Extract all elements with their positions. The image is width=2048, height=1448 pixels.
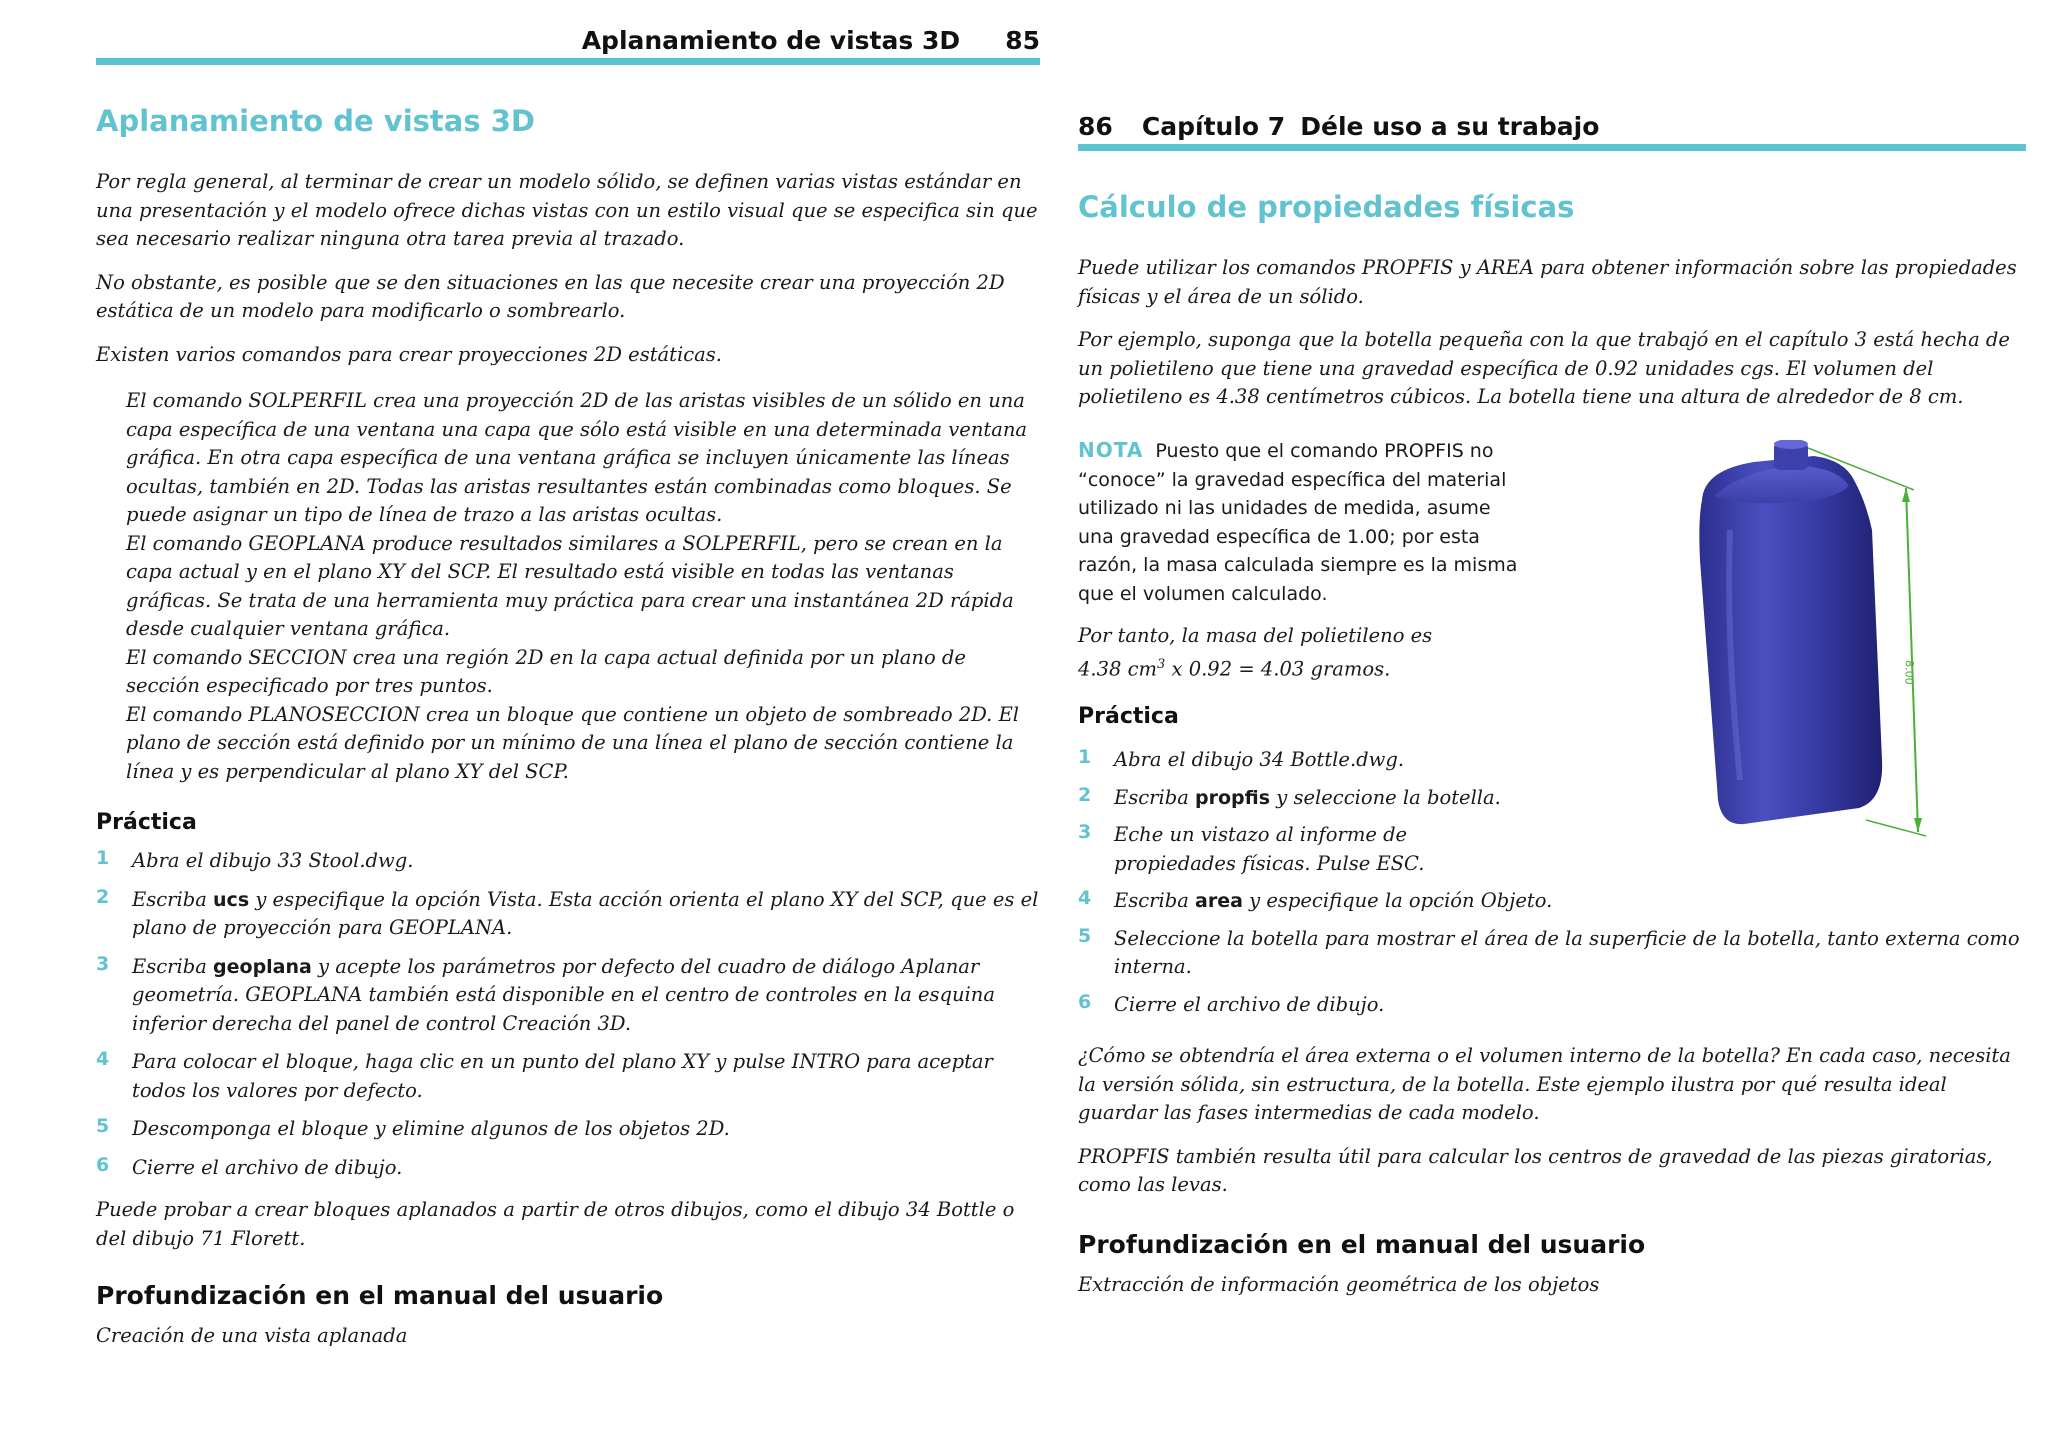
dimension-arrow-bottom [1914, 818, 1922, 832]
note-label: NOTA [1078, 438, 1144, 462]
step-text [132, 1115, 1040, 1144]
right-header-rule [1078, 144, 2026, 151]
list-item [96, 1154, 1040, 1183]
step-number: 1 [1078, 746, 1092, 768]
step-text-post: y acepte los parámetros por defecto del cuadro de diálogo Aplanar geometría. GEOPLANA también está disponible en el centro de controles en la esquina inferior derecha del panel de control Creación 3D. [132, 954, 995, 1035]
right-running-header [1078, 112, 1599, 141]
step-text [132, 1048, 1040, 1105]
commands-list [96, 387, 1040, 786]
left-practice-title: Práctica [96, 810, 197, 835]
step-number: 4 [96, 1048, 110, 1070]
step-number: 6 [1078, 990, 1092, 1013]
left-section-title: Aplanamiento de vistas 3D [96, 104, 535, 138]
step-number: 6 [96, 1153, 110, 1176]
mass-line: Por tanto, la masa del polietileno es [1078, 624, 1433, 647]
right-paragraph: Por ejemplo, suponga que la botella pequeña con la que trabajó en el capítulo 3 está hecha de un polietileno que tiene una gravedad específica de 0.92 unidades cgs. El volumen del polietileno es 4.38 centímetros cúbicos. La botella tiene una altura de alrededor de 8 cm. [1078, 328, 2010, 408]
right-section-title: Cálculo de propiedades físicas [1078, 190, 1575, 224]
right-paragraph: Puede utilizar los comandos PROPFIS y AREA para obtener información sobre las propiedades físicas y el área de un sólido. [1078, 256, 2017, 308]
step-text-post: y especifique la opción Vista. Esta acción orienta el plano XY del SCP, que es el plano de proyección para GEOPLANA. [132, 887, 1039, 939]
step-text-pre: Abra el dibujo 33 Stool.dwg. [132, 849, 414, 872]
step-command: area [1195, 890, 1243, 912]
right-practice-title: Práctica [1078, 704, 1179, 729]
chapter-title: Déle uso a su trabajo [1300, 112, 1600, 141]
intro-paragraph: Existen varios comandos para crear proyecciones 2D estáticas. [96, 342, 722, 366]
intro-paragraph: No obstante, es posible que se den situaciones en las que necesite crear una proyección 2D estática de un modelo para modificarlo o sombrearlo. [96, 270, 1005, 322]
step-number: 5 [96, 1115, 110, 1137]
step-text-post: y seleccione la botella. [1270, 785, 1501, 809]
list-item [1078, 925, 2026, 982]
left-deep-title: Profundización en el manual del usuario [96, 1281, 664, 1310]
list-item [1078, 991, 2026, 1020]
left-deep-item: Creación de una vista aplanada [96, 1324, 408, 1347]
list-item [96, 1115, 1040, 1144]
right-closing-paragraph: ¿Cómo se obtendría el área externa o el volumen interno de la botella? En cada caso, necesita la versión sólida, sin estructura, de la botella. Este ejemplo ilustra por qué resulta ideal guardar las fases intermedias de cada modelo. [1078, 1044, 2011, 1124]
mass-block [1078, 622, 1538, 684]
step-text-pre: Para colocar el bloque, haga clic en un punto del plano XY y pulse INTRO para aceptar todos los valores por defecto. [132, 1050, 993, 1102]
mass-line [1078, 651, 1538, 684]
step-command: ucs [213, 888, 250, 911]
step-number: 4 [1078, 887, 1092, 909]
right-deep-title: Profundización en el manual del usuario [1078, 1229, 1646, 1259]
bottle-figure [1644, 440, 2024, 860]
list-item [96, 1048, 1040, 1105]
left-running-header [582, 26, 1040, 55]
dimension-arrow-top [1902, 488, 1910, 502]
left-page-number: 85 [1005, 26, 1040, 55]
right-closing-paragraph: PROPFIS también resulta útil para calcular los centros de gravedad de las piezas giratorias, como las levas. [1078, 1144, 1993, 1196]
list-item [96, 953, 1040, 1039]
step-text [1114, 991, 2026, 1020]
step-number: 3 [96, 952, 110, 975]
note-block [1078, 436, 1528, 608]
mass-superscript: 3 [1157, 656, 1166, 672]
step-number: 3 [1078, 821, 1092, 843]
step-number: 2 [1078, 783, 1092, 806]
command-paragraph: El comando PLANOSECCION crea un bloque que contiene un objeto de sombreado 2D. El plano de sección está definido por un mínimo de una línea el plano de sección contiene la línea y es perpendicular al plano XY del SCP. [126, 702, 1020, 783]
command-paragraph: El comando SOLPERFIL crea una proyección 2D de las aristas visibles de un sólido en una capa específica de una ventana una capa que sólo está visible en una determinada ventana gráfica. En otra capa específica de una ventana gráfica se incluyen únicamente las líneas ocultas, también en 2D. Todas las aristas resultantes están combinadas como bloques. Se puede asignar un tipo de línea de trazo a las aristas ocultas. [126, 389, 1028, 526]
step-number: 2 [96, 885, 110, 908]
step-text [1114, 925, 2026, 982]
step-text-pre: Descomponga el bloque y elimine algunos de los objetos 2D. [132, 1117, 730, 1140]
list-item [1078, 821, 1438, 878]
left-header-rule [96, 58, 1040, 65]
step-text [1114, 821, 1438, 878]
step-command: propfis [1195, 786, 1271, 809]
step-text-pre: Seleccione la botella para mostrar el área de la superficie de la botella, tanto externa como interna. [1114, 926, 2020, 978]
bottle-illustration [1644, 440, 2024, 860]
right-intro [1078, 254, 2026, 412]
chapter-label: Capítulo 7 [1141, 112, 1286, 141]
bottle-body [1699, 456, 1882, 824]
dimension-label: 8.00 [1902, 659, 1916, 685]
list-item [96, 847, 1040, 876]
intro-paragraph: Por regla general, al terminar de crear un modelo sólido, se definen varias vistas estándar en una presentación y el modelo ofrece dichas vistas con un estilo visual que se especifica sin que sea necesario realizar ninguna otra tarea previa al trazado. [96, 170, 1038, 250]
left-steps [96, 847, 1040, 1182]
right-deep-item: Extracción de información geométrica de los objetos [1078, 1272, 1600, 1296]
right-page-number: 86 [1078, 112, 1113, 141]
step-number: 1 [96, 847, 110, 869]
step-text-pre: Escriba [132, 954, 214, 978]
step-command: geoplana [213, 955, 312, 978]
left-body [96, 168, 1040, 1351]
note-body: Puesto que el comando PROPFIS no “conoce” la gravedad específica del material utilizado ni las unidades de medida, asume una gravedad específica de 1.00; por esta razón, la masa calculada siempre es la misma que el volumen calculado. [1078, 440, 1518, 605]
mass-value-pre: 4.38 cm [1078, 657, 1158, 680]
step-text [132, 886, 1040, 943]
note-text [1078, 436, 1528, 608]
step-text-pre: Escriba [1114, 785, 1196, 809]
left-header-title: Aplanamiento de vistas 3D [581, 26, 961, 55]
step-text-post: y especifique la opción Objeto. [1242, 889, 1553, 912]
mass-value-post: x 0.92 = 4.03 gramos. [1165, 657, 1391, 680]
step-text-pre: Cierre el archivo de dibujo. [1114, 992, 1385, 1016]
command-paragraph: El comando SECCION crea una región 2D en la capa actual definida por un plano de sección especificado por tres puntos. [126, 645, 966, 697]
step-text [132, 953, 1040, 1039]
step-number: 5 [1078, 924, 1092, 947]
step-text-pre: Cierre el archivo de dibujo. [132, 1155, 403, 1179]
left-closing-paragraph: Puede probar a crear bloques aplanados a partir de otros dibujos, como el dibujo 34 Bottle o del dibujo 71 Florett. [96, 1198, 1015, 1250]
step-text-pre: Escriba [132, 887, 214, 911]
step-text-pre: Escriba [1114, 889, 1196, 912]
step-text [132, 1154, 1040, 1183]
step-text [1114, 887, 2026, 916]
list-item [1078, 887, 2026, 916]
command-paragraph: El comando GEOPLANA produce resultados similares a SOLPERFIL, pero se crean en la capa actual y en el plano XY del SCP. El resultado está visible en todas las ventanas gráficas. Se trata de una herramienta muy práctica para crear una instantánea 2D rápida desde cualquier ventana gráfica. [126, 531, 1014, 640]
step-text-pre: Eche un vistazo al informe de propiedades físicas. Pulse ESC. [1114, 823, 1425, 875]
list-item [96, 886, 1040, 943]
right-closing [1078, 1042, 2026, 1299]
step-text-pre: Abra el dibujo 34 Bottle.dwg. [1114, 748, 1405, 771]
step-text [132, 847, 1040, 876]
